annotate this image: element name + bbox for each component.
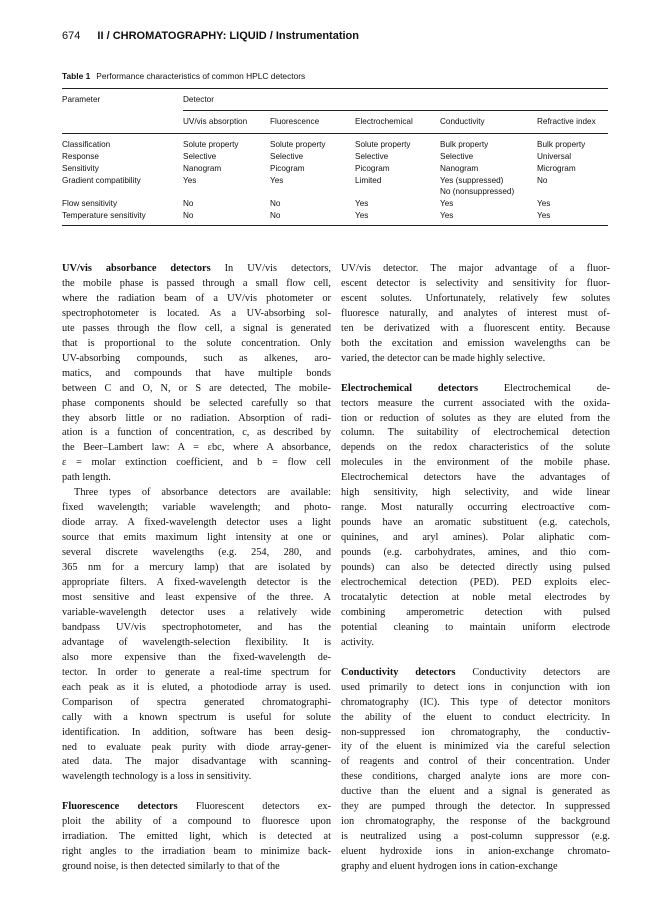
body-line: non-suppressed ion chromatography, the conductiv- xyxy=(341,726,610,738)
table-column-header: Conductivity xyxy=(440,117,485,126)
body-line: the Beer–Lambert law: A = εbc, where A absorbance, xyxy=(62,442,331,454)
table-cell: Yes xyxy=(537,211,551,220)
body-line: trocatalytic detection at noble metal electrodes by xyxy=(341,591,610,603)
body-line: ated data. The major disadvantage with scanning- xyxy=(62,756,331,768)
body-line: tion or reduction of solutes as they are eluted from the xyxy=(341,412,610,424)
body-line: matics, and compounds that have multiple bonds xyxy=(62,367,331,379)
body-line: ute passes through the flow cell, a signal is generated xyxy=(62,322,331,334)
body-line: tector. In order to generate a real-time spectrum for xyxy=(62,666,331,678)
table-column-header: Refractive index xyxy=(537,117,596,126)
table-cell: Yes xyxy=(355,199,369,208)
body-line: fixed wavelength; variable wavelength; and photo- xyxy=(62,502,331,514)
table-bottom-rule xyxy=(62,225,608,226)
table-header-rule xyxy=(62,133,608,134)
body-line: Electrochemical detectors Electrochemical de- xyxy=(341,382,611,394)
body-line: used primarily to detect ions in conjunction with ion xyxy=(341,681,610,693)
body-line: high sensitivity, high selectivity, and wide linear xyxy=(341,487,610,499)
table-row-label: Temperature sensitivity xyxy=(62,211,146,220)
table-column-header: Fluorescence xyxy=(270,117,320,126)
body-line: UV-absorbing compounds, such as alkenes, aro- xyxy=(62,352,331,364)
body-line: pounds have an aromatic substituent (e.g. catechols, xyxy=(341,517,610,529)
body-line: 365 nm for a mercury lamp) that are isolated by xyxy=(62,562,331,574)
body-line: variable-wavelength detector uses a relatively wide xyxy=(62,606,331,618)
body-line: spectrophotometer is located. As a UV-absorbing sol- xyxy=(62,307,331,319)
table-header-detector: Detector xyxy=(183,95,214,104)
body-line: ion chromatography, the response of the background xyxy=(341,816,610,828)
body-line: tectors measure the current associated with the oxida- xyxy=(341,397,610,409)
table-column-header: Electrochemical xyxy=(355,117,413,126)
left-column xyxy=(62,262,331,875)
body-line: source that emits maximum light intensity at one or xyxy=(62,532,331,544)
table-cell: Yes (suppressed) xyxy=(440,176,504,185)
body-line: varied, the detector can be made highly selective. xyxy=(341,352,546,364)
body-line: eluent hydroxide ions in anion-exchange chromato- xyxy=(341,846,610,858)
body-line: these conditions, charged analyte ions are more con- xyxy=(341,771,610,783)
body-line: right angles to the irradiation beam to minimize back- xyxy=(62,846,331,858)
table-cell: No xyxy=(270,211,281,220)
table-cell: No xyxy=(183,211,194,220)
table-cell: Nanogram xyxy=(440,164,479,173)
body-line: ground noise, is then detected similarly to that of the xyxy=(62,861,280,873)
table-cell: No (nonsuppressed) xyxy=(440,187,515,196)
body-line: pounds) can also be detected directly using pulsed xyxy=(341,562,610,574)
body-line: chromatography (IC). This type of detector monitors xyxy=(341,696,610,708)
body-line: escent detector is selectivity and sensitivity for fluor- xyxy=(341,277,610,289)
body-line: they absorb little or no radiation. Absorption of radi- xyxy=(62,412,331,424)
body-line: ten be derivatized with a fluorescent entity. Because xyxy=(341,322,610,334)
running-header xyxy=(62,30,622,42)
table-cell: Yes xyxy=(440,211,454,220)
table-cell: Solute property xyxy=(270,140,326,149)
table-cell: No xyxy=(537,176,548,185)
table-cell: Selective xyxy=(355,152,389,161)
body-line: Conductivity detectors Conductivity detectors are xyxy=(341,666,610,678)
body-line: bandpass UV/vis spectrophotometer, and has the xyxy=(62,621,331,633)
table-column-header: UV/vis absorption xyxy=(183,117,248,126)
table-cell: Bulk property xyxy=(440,140,489,149)
table-cell: Limited xyxy=(355,176,382,185)
table-caption xyxy=(62,71,305,81)
body-line: ploit the ability of a compound to fluoresce upon xyxy=(62,816,331,828)
body-line: identification. In addition, software has been desig- xyxy=(62,726,331,738)
table-row-label: Classification xyxy=(62,140,111,149)
section-heading-uvvis: UV/vis absorbance detectors xyxy=(62,263,211,274)
table-top-rule xyxy=(62,88,608,89)
body-line: Comparison of spectra generated chromatographi- xyxy=(62,696,331,708)
section-heading-conductivity: Conductivity detectors xyxy=(341,666,456,678)
body-line: path length. xyxy=(62,472,111,484)
body-line: activity. xyxy=(341,636,374,648)
body-line: UV/vis absorbance detectors In UV/vis detectors, xyxy=(62,263,331,274)
table-caption-text: Performance characteristics of common HPLC detectors xyxy=(96,71,306,81)
body-line: they are pumped through the detector. In suppressed xyxy=(341,801,610,813)
body-line: cally with a known spectrum is useful for solute xyxy=(62,711,331,723)
body-line: ned to evaluate peak purity with diode array-gener- xyxy=(62,741,331,753)
right-column xyxy=(341,262,610,875)
table-cell: Picogram xyxy=(355,164,390,173)
body-line: quinines, and aryl amines). Polar aliphatic com- xyxy=(341,532,610,544)
table-cell: Yes xyxy=(270,176,284,185)
body-line: ation is a function of concentration, c, as described by xyxy=(62,427,331,439)
table-cell: Nanogram xyxy=(183,164,222,173)
body-line: diode array. A fixed-wavelength detector uses a light xyxy=(62,517,331,529)
body-line: each peak as it is eluted, a photodiode array is used. xyxy=(62,681,331,693)
table-cell: Selective xyxy=(440,152,474,161)
body-line: potential cleaning to maintain uniform electrode xyxy=(341,621,610,633)
body-line: pounds (e.g. carbohydrates, amines, and thio com- xyxy=(341,547,610,559)
body-line: escent solutes. Unfortunately, relatively few solutes xyxy=(341,292,610,304)
body-line: ity of the eluent is minimized via the careful selection xyxy=(341,741,610,753)
table-cell: Yes xyxy=(183,176,197,185)
table-cell: Yes xyxy=(537,199,551,208)
body-line: graphy and eluent hydrogen ions in cation-exchange xyxy=(341,861,558,873)
table-cell: Solute property xyxy=(183,140,239,149)
body-line: irradiation. The emitted light, which is detected at xyxy=(62,831,331,843)
body-line: the ability of the eluent to conduct electricity. In xyxy=(341,711,610,723)
body-line: combining amperometric detection with pulsed xyxy=(341,606,610,618)
body-line: molecules in the environment of the mobile phase. xyxy=(341,457,610,469)
body-line: is neutralized using a post-column suppressor (e.g. xyxy=(341,831,610,843)
body-line: ductive than the eluent and a signal is generated as xyxy=(341,786,610,798)
body-line: phase components should be selected carefully so that xyxy=(62,397,331,409)
body-line: appropriate filters. A fixed-wavelength detector is the xyxy=(62,577,331,589)
table-cell: Selective xyxy=(270,152,304,161)
body-line: ε = molar extinction coefficient, and b = flow cell xyxy=(62,457,331,469)
body-line: fluoresce naturally, and analytes of interest must of- xyxy=(341,307,610,319)
table-cell: No xyxy=(183,199,194,208)
body-line: range. Most naturally occurring electroactive com- xyxy=(341,502,610,514)
running-title: II / CHROMATOGRAPHY: LIQUID / Instrumentation xyxy=(97,30,359,42)
section-heading-fluorescence: Fluorescence detectors xyxy=(62,801,178,813)
body-line: that is proportional to the solute concentration. Only xyxy=(62,337,331,349)
table-cell: Bulk property xyxy=(537,140,586,149)
table-cell: Universal xyxy=(537,152,572,161)
body-line: electrochemical detection (PED). PED exploits elec- xyxy=(341,577,610,588)
body-line: between C and O, N, or S are detected, The mobile- xyxy=(62,382,331,394)
table-label: Table 1 xyxy=(62,71,91,81)
table-header-parameter: Parameter xyxy=(62,95,101,104)
table-cell: Microgram xyxy=(537,164,576,173)
body-line: Fluorescence detectors Fluorescent detectors ex- xyxy=(62,801,332,813)
body-line: Electrochemical detectors have the advantages of xyxy=(341,472,610,484)
table-row-label: Flow sensitivity xyxy=(62,199,118,208)
body-line: wavelength technology is a loss in sensitivity. xyxy=(62,771,252,783)
body-line: column. The suitability of electrochemical detection xyxy=(341,427,610,439)
body-line: several discrete wavelengths (e.g. 254, 280, and xyxy=(62,547,331,559)
table-cell: Picogram xyxy=(270,164,305,173)
body-line: where the radiation beam of a UV/vis photometer or xyxy=(62,292,331,304)
table-cell: Solute property xyxy=(355,140,411,149)
body-line: the mobile phase is passed through a small flow cell, xyxy=(62,277,331,289)
body-line: UV/vis detector. The major advantage of a fluor- xyxy=(341,263,610,274)
body-line: depends on the redox characteristics of the solute xyxy=(341,442,610,454)
table-row-label: Gradient compatibility xyxy=(62,176,141,185)
table-cell: Selective xyxy=(183,152,217,161)
body-line: advantage of wavelength-selection flexibility. It is xyxy=(62,636,331,648)
section-heading-electrochemical: Electrochemical detectors xyxy=(341,382,479,394)
body-line: most sensitive and least expensive of the three. A xyxy=(62,591,331,603)
page-number: 674 xyxy=(62,30,81,42)
table-row-label: Sensitivity xyxy=(62,164,99,173)
table-cell: Yes xyxy=(355,211,369,220)
body-line: also more expensive than the fixed-wavelength de- xyxy=(62,651,331,663)
table-cell: No xyxy=(270,199,281,208)
body-line: Three types of absorbance detectors are available: xyxy=(74,487,331,499)
table-cell: Yes xyxy=(440,199,454,208)
body-line: both the excitation and emission wavelengths can be xyxy=(341,337,610,349)
body-line: of reagents and control of their concentration. Under xyxy=(341,756,610,768)
table-sub-rule xyxy=(183,110,608,111)
table-row-label: Response xyxy=(62,152,99,161)
